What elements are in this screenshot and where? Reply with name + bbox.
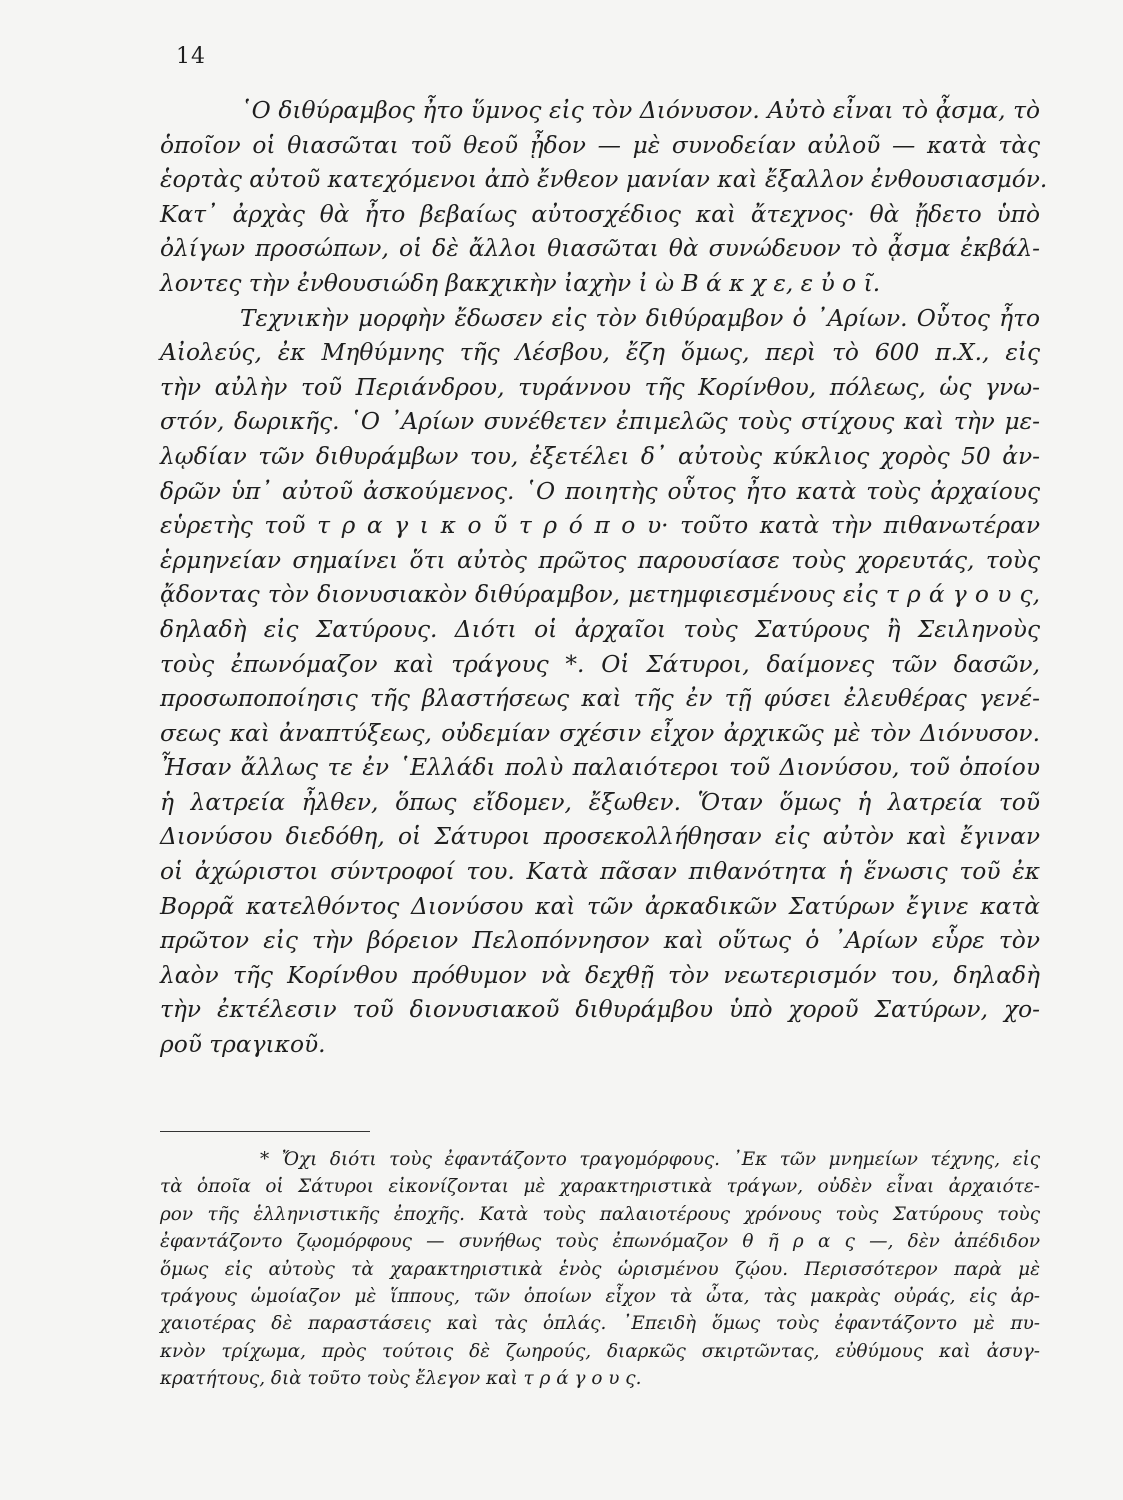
footnote-line: * Ὄχι διότι τοὺς ἐφαντάζοντο τραγομόρφους. ᾿Εκ τῶν μνημείων τέχνης, εἰς bbox=[260, 1149, 1040, 1170]
footnote-line: κνὸν τρίχωμα, πρὸς τούτοις δὲ ζωηρούς, διαρκῶς σκιρτῶντας, εὐθύμους καὶ ἀσυγ- bbox=[160, 1340, 1040, 1362]
footnote-line: χαιοτέρας δὲ παραστάσεις καὶ τὰς ὁπλάς. ᾿Επειδὴ ὅμως τοὺς ἐφαντάζοντο μὲ πυ- bbox=[160, 1313, 1040, 1335]
text-line: πρῶτον εἰς τὴν βόρειον Πελοπόννησον καὶ οὕτως ὁ ᾿Αρίων εὗρε τὸν bbox=[160, 927, 1040, 955]
text-line: Αἰολεύς, ἐκ Μηθύμνης τῆς Λέσβου, ἔζη ὅμως, περὶ τὸ 600 π.Χ., εἰς bbox=[160, 339, 1040, 367]
text-line: λοντες τὴν ἐνθουσιώδη βακχικὴν ἰαχὴν ἰ ὼ Β ά κ χ ε, ε ὐ ο ῖ. bbox=[160, 269, 881, 297]
text-line: προσωποποίησις τῆς βλαστήσεως καὶ τῆς ἐν τῇ φύσει ἐλευθέρας γενέ- bbox=[160, 685, 1040, 713]
main-text bbox=[160, 94, 1048, 1063]
text-line: οἱ ἀχώριστοι σύντροφοί του. Κατὰ πᾶσαν πιθανότητα ἡ ἕνωσις τοῦ ἐκ bbox=[160, 858, 1040, 886]
text-line: ἑορτὰς αὐτοῦ κατεχόμενοι ἀπὸ ἔνθεον μανίαν καὶ ἔξαλλον ἐνθουσιασμόν. bbox=[160, 166, 1048, 194]
page-number: 14 bbox=[176, 44, 206, 69]
text-line: λαὸν τῆς Κορίνθου πρόθυμον νὰ δεχθῇ τὸν νεωτερισμόν του, δηλαδὴ bbox=[160, 961, 1040, 989]
text-line: στόν, δωρικῆς. ῾Ο ᾿Αρίων συνέθετεν ἐπιμελῶς τοὺς στίχους καὶ τὴν με- bbox=[160, 408, 1040, 436]
text-line: Τεχνικὴν μορφὴν ἔδωσεν εἰς τὸν διθύραμβον ὁ ᾿Αρίων. Οὗτος ἦτο bbox=[240, 304, 1040, 332]
footnote-line: ὅμως εἰς αὐτοὺς τὰ χαρακτηριστικὰ ἑνὸς ὡρισμένου ζῴου. Περισσότερον παρὰ μὲ bbox=[160, 1258, 1040, 1280]
footnote bbox=[160, 1146, 1040, 1393]
text-line: τὴν αὐλὴν τοῦ Περιάνδρου, τυράννου τῆς Κορίνθου, πόλεως, ὡς γνω- bbox=[160, 373, 1040, 401]
text-line: ἡ λατρεία ἦλθεν, ὅπως εἴδομεν, ἔξωθεν. Ὅταν ὅμως ἡ λατρεία τοῦ bbox=[160, 788, 1040, 816]
text-line: τοὺς ἐπωνόμαζον καὶ τράγους *. Οἱ Σάτυροι, δαίμονες τῶν δασῶν, bbox=[160, 650, 1040, 678]
text-line: λῳδίαν τῶν διθυράμβων του, ἐξετέλει δ᾽ αὐτοὺς κύκλιος χορὸς 50 ἀν- bbox=[160, 442, 1040, 470]
text-line: εὑρετὴς τοῦ τ ρ α γ ι κ ο ῦ τ ρ ό π ο υ· τοῦτο κατὰ τὴν πιθανωτέραν bbox=[160, 512, 1040, 540]
text-line: ἑρμηνείαν σημαίνει ὅτι αὐτὸς πρῶτος παρουσίασε τοὺς χορευτάς, τοὺς bbox=[160, 546, 1040, 574]
text-line: ὀλίγων προσώπων, οἱ δὲ ἄλλοι θιασῶται θὰ συνώδευον τὸ ᾆσμα ἐκβάλ- bbox=[160, 235, 1040, 263]
text-line: σεως καὶ ἀναπτύξεως, οὐδεμίαν σχέσιν εἶχον ἀρχικῶς μὲ τὸν Διόνυσον. bbox=[160, 719, 1040, 747]
text-line: ὁποῖον οἱ θιασῶται τοῦ θεοῦ ᾖδον — μὲ συνοδείαν αὐλοῦ — κατὰ τὰς bbox=[160, 131, 1040, 159]
footnote-line: ρον τῆς ἑλληνιστικῆς ἐποχῆς. Κατὰ τοὺς παλαιοτέρους χρόνους τοὺς Σατύρους τοὺς bbox=[160, 1203, 1040, 1225]
text-line: τὴν ἐκτέλεσιν τοῦ διονυσιακοῦ διθυράμβου ὑπὸ χοροῦ Σατύρων, χο- bbox=[160, 996, 1040, 1024]
footnote-line: τὰ ὁποῖα οἱ Σάτυροι εἰκονίζονται μὲ χαρακτηριστικὰ τράγων, οὐδὲν εἶναι ἀρχαιότε- bbox=[160, 1176, 1040, 1198]
footnote-line: κρατήτους, διὰ τοῦτο τοὺς ἔλεγον καὶ τ ρ ά γ ο υ ς. bbox=[160, 1368, 642, 1390]
footnote-line: τράγους ὡμοίαζον μὲ ἵππους, τῶν ὁποίων εἶχον τὰ ὦτα, τὰς μακρὰς οὐράς, εἰς ἀρ- bbox=[160, 1286, 1040, 1308]
footnote-line: ἐφαντάζοντο ζῳομόρφους — συνήθως τοὺς ἐπωνόμαζον θ ῆ ρ α ς —, δὲν ἀπέδιδον bbox=[160, 1231, 1040, 1253]
text-line: δηλαδὴ εἰς Σατύρους. Διότι οἱ ἀρχαῖοι τοὺς Σατύρους ἢ Σειληνοὺς bbox=[160, 615, 1040, 643]
text-line: Βορρᾶ κατελθόντος Διονύσου καὶ τῶν ἀρκαδικῶν Σατύρων ἔγινε κατὰ bbox=[160, 892, 1040, 920]
text-line: Ἦσαν ἄλλως τε ἐν ῾Ελλάδι πολὺ παλαιότεροι τοῦ Διονύσου, τοῦ ὁποίου bbox=[160, 754, 1040, 782]
text-line: ᾄδοντας τὸν διονυσιακὸν διθύραμβον, μετημφιεσμένους εἰς τ ρ ά γ ο υ ς, bbox=[160, 581, 1040, 609]
text-line: Κατ᾽ ἀρχὰς θὰ ἦτο βεβαίως αὐτοσχέδιος καὶ ἄτεχνος· θὰ ᾔδετο ὑπὸ bbox=[160, 200, 1040, 228]
text-line: Διονύσου διεδόθη, οἱ Σάτυροι προσεκολλήθησαν εἰς αὐτὸν καὶ ἔγιναν bbox=[160, 823, 1040, 851]
text-line: ῾Ο διθύραμβος ἦτο ὕμνος εἰς τὸν Διόνυσον. Αὐτὸ εἶναι τὸ ᾆσμα, τὸ bbox=[240, 97, 1040, 124]
text-line: ροῦ τραγικοῦ. bbox=[160, 1031, 326, 1059]
text-line: δρῶν ὑπ᾽ αὐτοῦ ἀσκούμενος. ῾Ο ποιητὴς οὗτος ἦτο κατὰ τοὺς ἀρχαίους bbox=[160, 477, 1040, 505]
footnote-divider bbox=[160, 1131, 370, 1132]
